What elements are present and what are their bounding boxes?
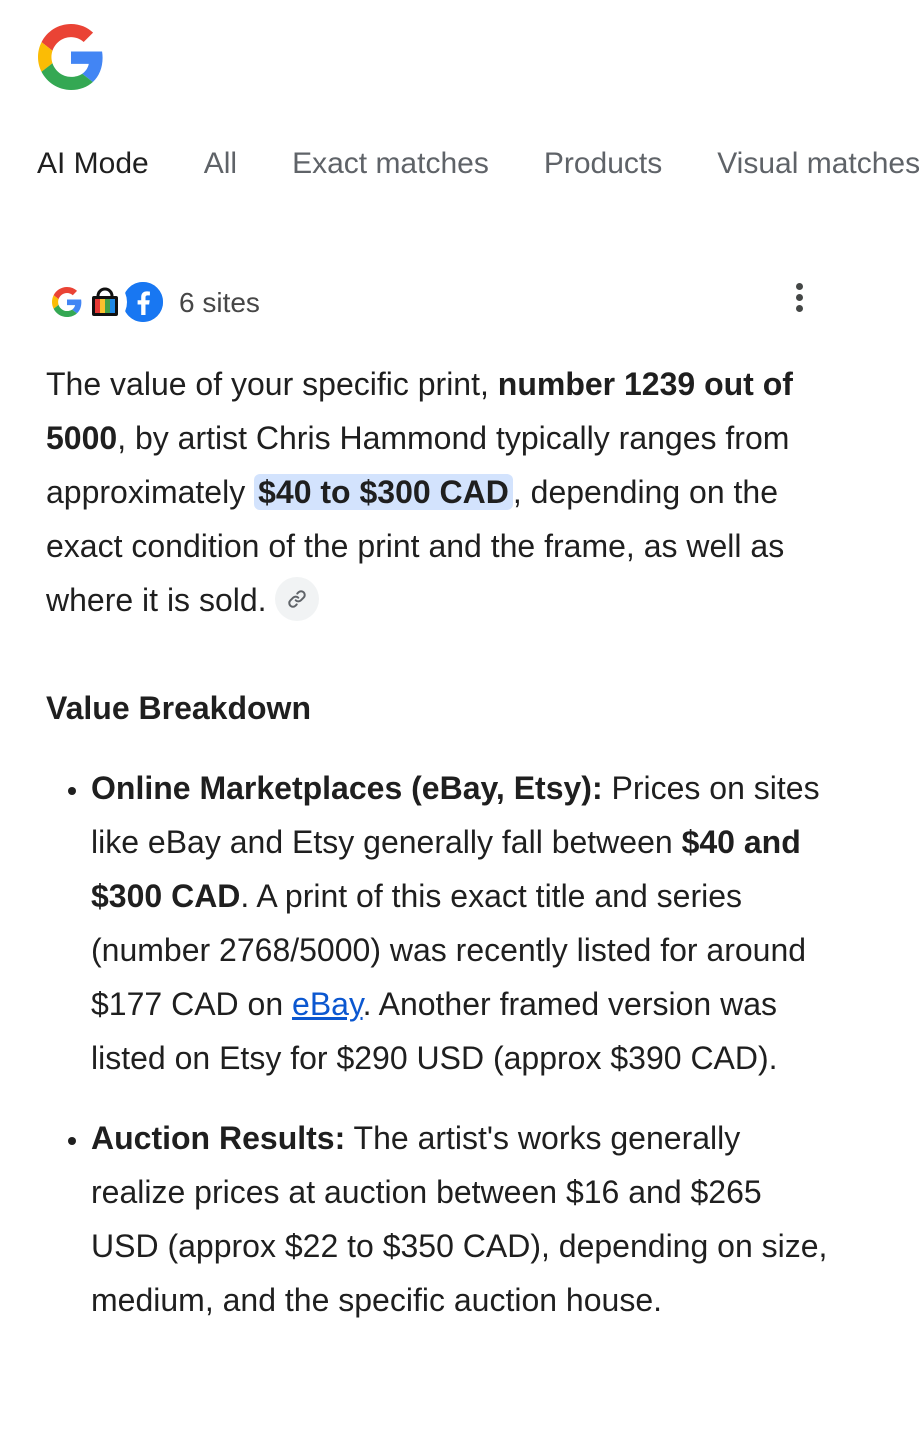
sources-button[interactable] (45, 278, 260, 328)
list-item-title: Online Marketplaces (eBay, Etsy): (91, 770, 603, 806)
list-item-text: The artist's works generally realize prices at auction between $16 and $265 USD (approx $22 to $350 CAD), depending on size, medium, and the specific auction house. (91, 1120, 828, 1318)
intro-text: The value of your specific print, (46, 366, 498, 402)
list-item-text: . A print of this exact title and series (number 2768/5000) was recently listed for around $177 CAD on (91, 878, 807, 1022)
source-favicons (45, 278, 167, 328)
facebook-favicon-icon (121, 280, 165, 324)
google-logo-icon[interactable] (38, 24, 104, 90)
intro-text: , depending on the exact condition of the print and the frame, as well as where it is sold. (46, 474, 785, 618)
sources-count-label: 6 sites (179, 287, 260, 318)
intro-bold-text: number 1239 out of 5000 (46, 366, 793, 456)
ai-answer (46, 357, 836, 1353)
link-icon (286, 588, 308, 610)
highlighted-price-range[interactable]: $40 to $300 CAD (254, 474, 513, 510)
section-heading: Value Breakdown (46, 690, 311, 726)
search-tabs (37, 144, 920, 184)
tab-all[interactable]: All (203, 147, 238, 180)
tab-ai-mode[interactable]: AI Mode (37, 147, 149, 180)
source-link-button[interactable] (275, 577, 319, 621)
value-breakdown-list (46, 761, 836, 1327)
shopping-bag-favicon-icon (83, 280, 127, 324)
list-item (91, 761, 836, 1085)
list-item-title: Auction Results: (91, 1120, 346, 1156)
list-item-bold-text: $40 and $300 CAD (91, 824, 801, 914)
google-favicon-icon (45, 280, 89, 324)
more-options-icon[interactable] (780, 278, 820, 318)
tab-visual-matches[interactable]: Visual matches (717, 147, 920, 180)
ebay-link[interactable]: eBay (292, 986, 363, 1022)
tab-exact-matches[interactable]: Exact matches (292, 147, 489, 180)
list-item (91, 1111, 836, 1327)
list-item-text: . Another framed version was listed on Etsy for $290 USD (approx $390 CAD). (91, 986, 778, 1076)
list-item-text: Prices on sites like eBay and Etsy generally fall between (91, 770, 820, 860)
answer-intro (46, 357, 836, 627)
tab-products[interactable]: Products (543, 147, 663, 180)
intro-text: , by artist Chris Hammond typically ranges from approximately (46, 420, 790, 510)
